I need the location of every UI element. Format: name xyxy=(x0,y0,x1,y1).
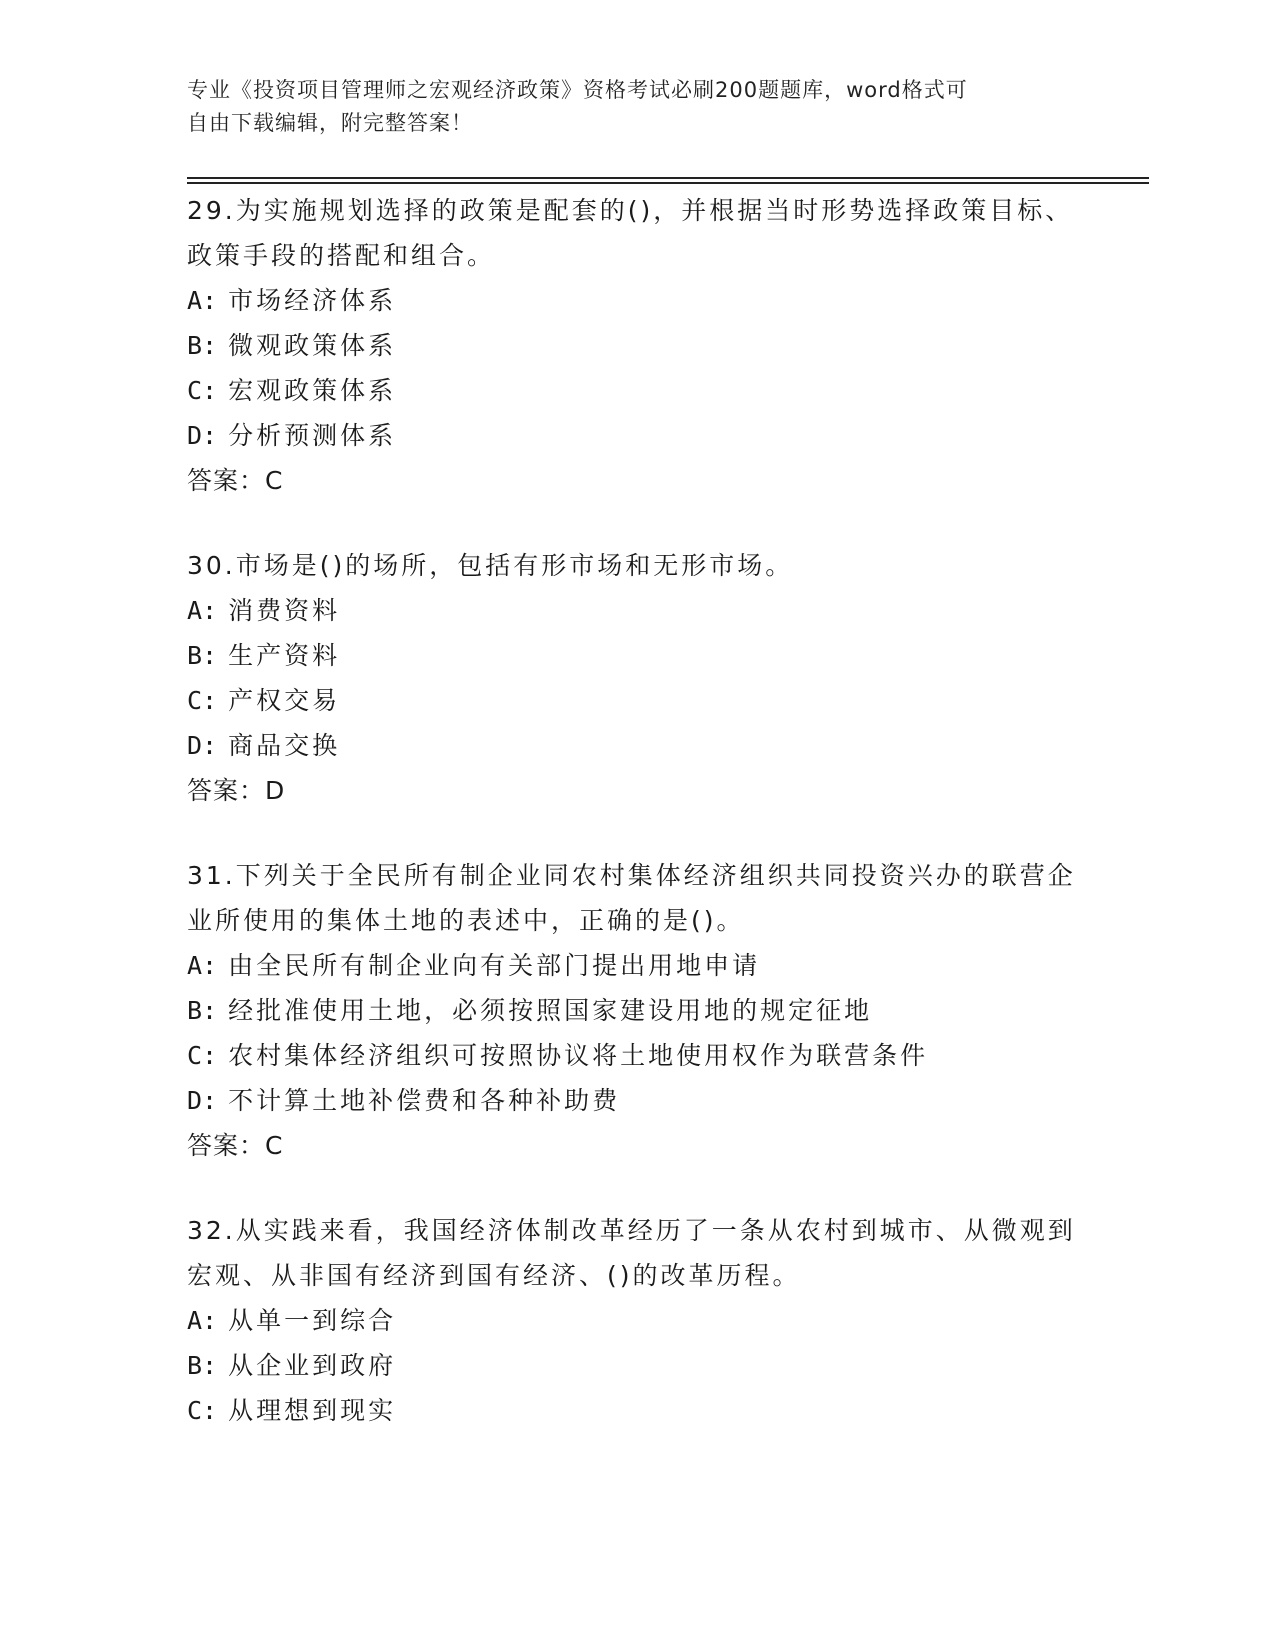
option-label: A: xyxy=(187,286,218,315)
question-29 xyxy=(187,188,1087,503)
option-label: D: xyxy=(187,1086,218,1115)
option-label: D: xyxy=(187,421,218,450)
option-label: B: xyxy=(187,996,218,1025)
question-stem: 29.为实施规划选择的政策是配套的()，并根据当时形势选择政策目标、政策手段的搭配和组合。 xyxy=(187,196,1074,270)
option-label: A: xyxy=(187,951,218,980)
question-30 xyxy=(187,543,1087,813)
answer: 答案：C xyxy=(187,466,284,495)
option-text: 商品交换 xyxy=(228,731,341,760)
answer: 答案：D xyxy=(187,776,286,805)
option-label: A: xyxy=(187,1306,218,1335)
header-divider-bottom xyxy=(187,182,1149,184)
option-d xyxy=(187,723,1087,768)
question-31 xyxy=(187,853,1087,1168)
option-a xyxy=(187,1298,1087,1343)
option-c xyxy=(187,678,1087,723)
option-text: 不计算土地补偿费和各种补助费 xyxy=(228,1086,621,1115)
option-label: C: xyxy=(187,1041,218,1070)
option-text: 市场经济体系 xyxy=(228,286,397,315)
option-label: D: xyxy=(187,731,218,760)
question-list xyxy=(187,188,1087,1473)
option-label: B: xyxy=(187,641,218,670)
question-32 xyxy=(187,1208,1087,1433)
option-text: 由全民所有制企业向有关部门提出用地申请 xyxy=(228,951,761,980)
option-a xyxy=(187,943,1087,988)
option-text: 生产资料 xyxy=(228,641,341,670)
option-a xyxy=(187,278,1087,323)
option-text: 消费资料 xyxy=(228,596,341,625)
question-stem: 30.市场是()的场所，包括有形市场和无形市场。 xyxy=(187,551,794,580)
option-label: C: xyxy=(187,686,218,715)
option-text: 从企业到政府 xyxy=(228,1351,397,1380)
option-text: 产权交易 xyxy=(228,686,341,715)
option-b xyxy=(187,988,1087,1033)
document-header xyxy=(187,74,1067,140)
option-label: C: xyxy=(187,376,218,405)
option-b xyxy=(187,1343,1087,1388)
option-label: B: xyxy=(187,1351,218,1380)
option-d xyxy=(187,1078,1087,1123)
option-label: B: xyxy=(187,331,218,360)
header-title-line1: 专业《投资项目管理师之宏观经济政策》资格考试必刷200题题库，word格式可 xyxy=(187,78,968,102)
option-text: 微观政策体系 xyxy=(228,331,397,360)
option-text: 分析预测体系 xyxy=(228,421,397,450)
option-label: C: xyxy=(187,1396,218,1425)
option-b xyxy=(187,633,1087,678)
option-text: 宏观政策体系 xyxy=(228,376,397,405)
option-text: 经批准使用土地，必须按照国家建设用地的规定征地 xyxy=(228,996,873,1025)
header-divider-top xyxy=(187,177,1149,179)
option-c xyxy=(187,1388,1087,1433)
option-b xyxy=(187,323,1087,368)
answer: 答案：C xyxy=(187,1131,284,1160)
option-label: A: xyxy=(187,596,218,625)
option-text: 从理想到现实 xyxy=(228,1396,397,1425)
option-a xyxy=(187,588,1087,633)
option-d xyxy=(187,413,1087,458)
question-stem: 32.从实践来看，我国经济体制改革经历了一条从农村到城市、从微观到宏观、从非国有经济到国有经济、()的改革历程。 xyxy=(187,1216,1076,1290)
option-text: 农村集体经济组织可按照协议将土地使用权作为联营条件 xyxy=(228,1041,929,1070)
option-c xyxy=(187,368,1087,413)
question-stem: 31.下列关于全民所有制企业同农村集体经济组织共同投资兴办的联营企业所使用的集体土地的表述中，正确的是()。 xyxy=(187,861,1076,935)
option-c xyxy=(187,1033,1087,1078)
header-title-line2: 自由下载编辑，附完整答案！ xyxy=(187,111,473,135)
option-text: 从单一到综合 xyxy=(228,1306,397,1335)
